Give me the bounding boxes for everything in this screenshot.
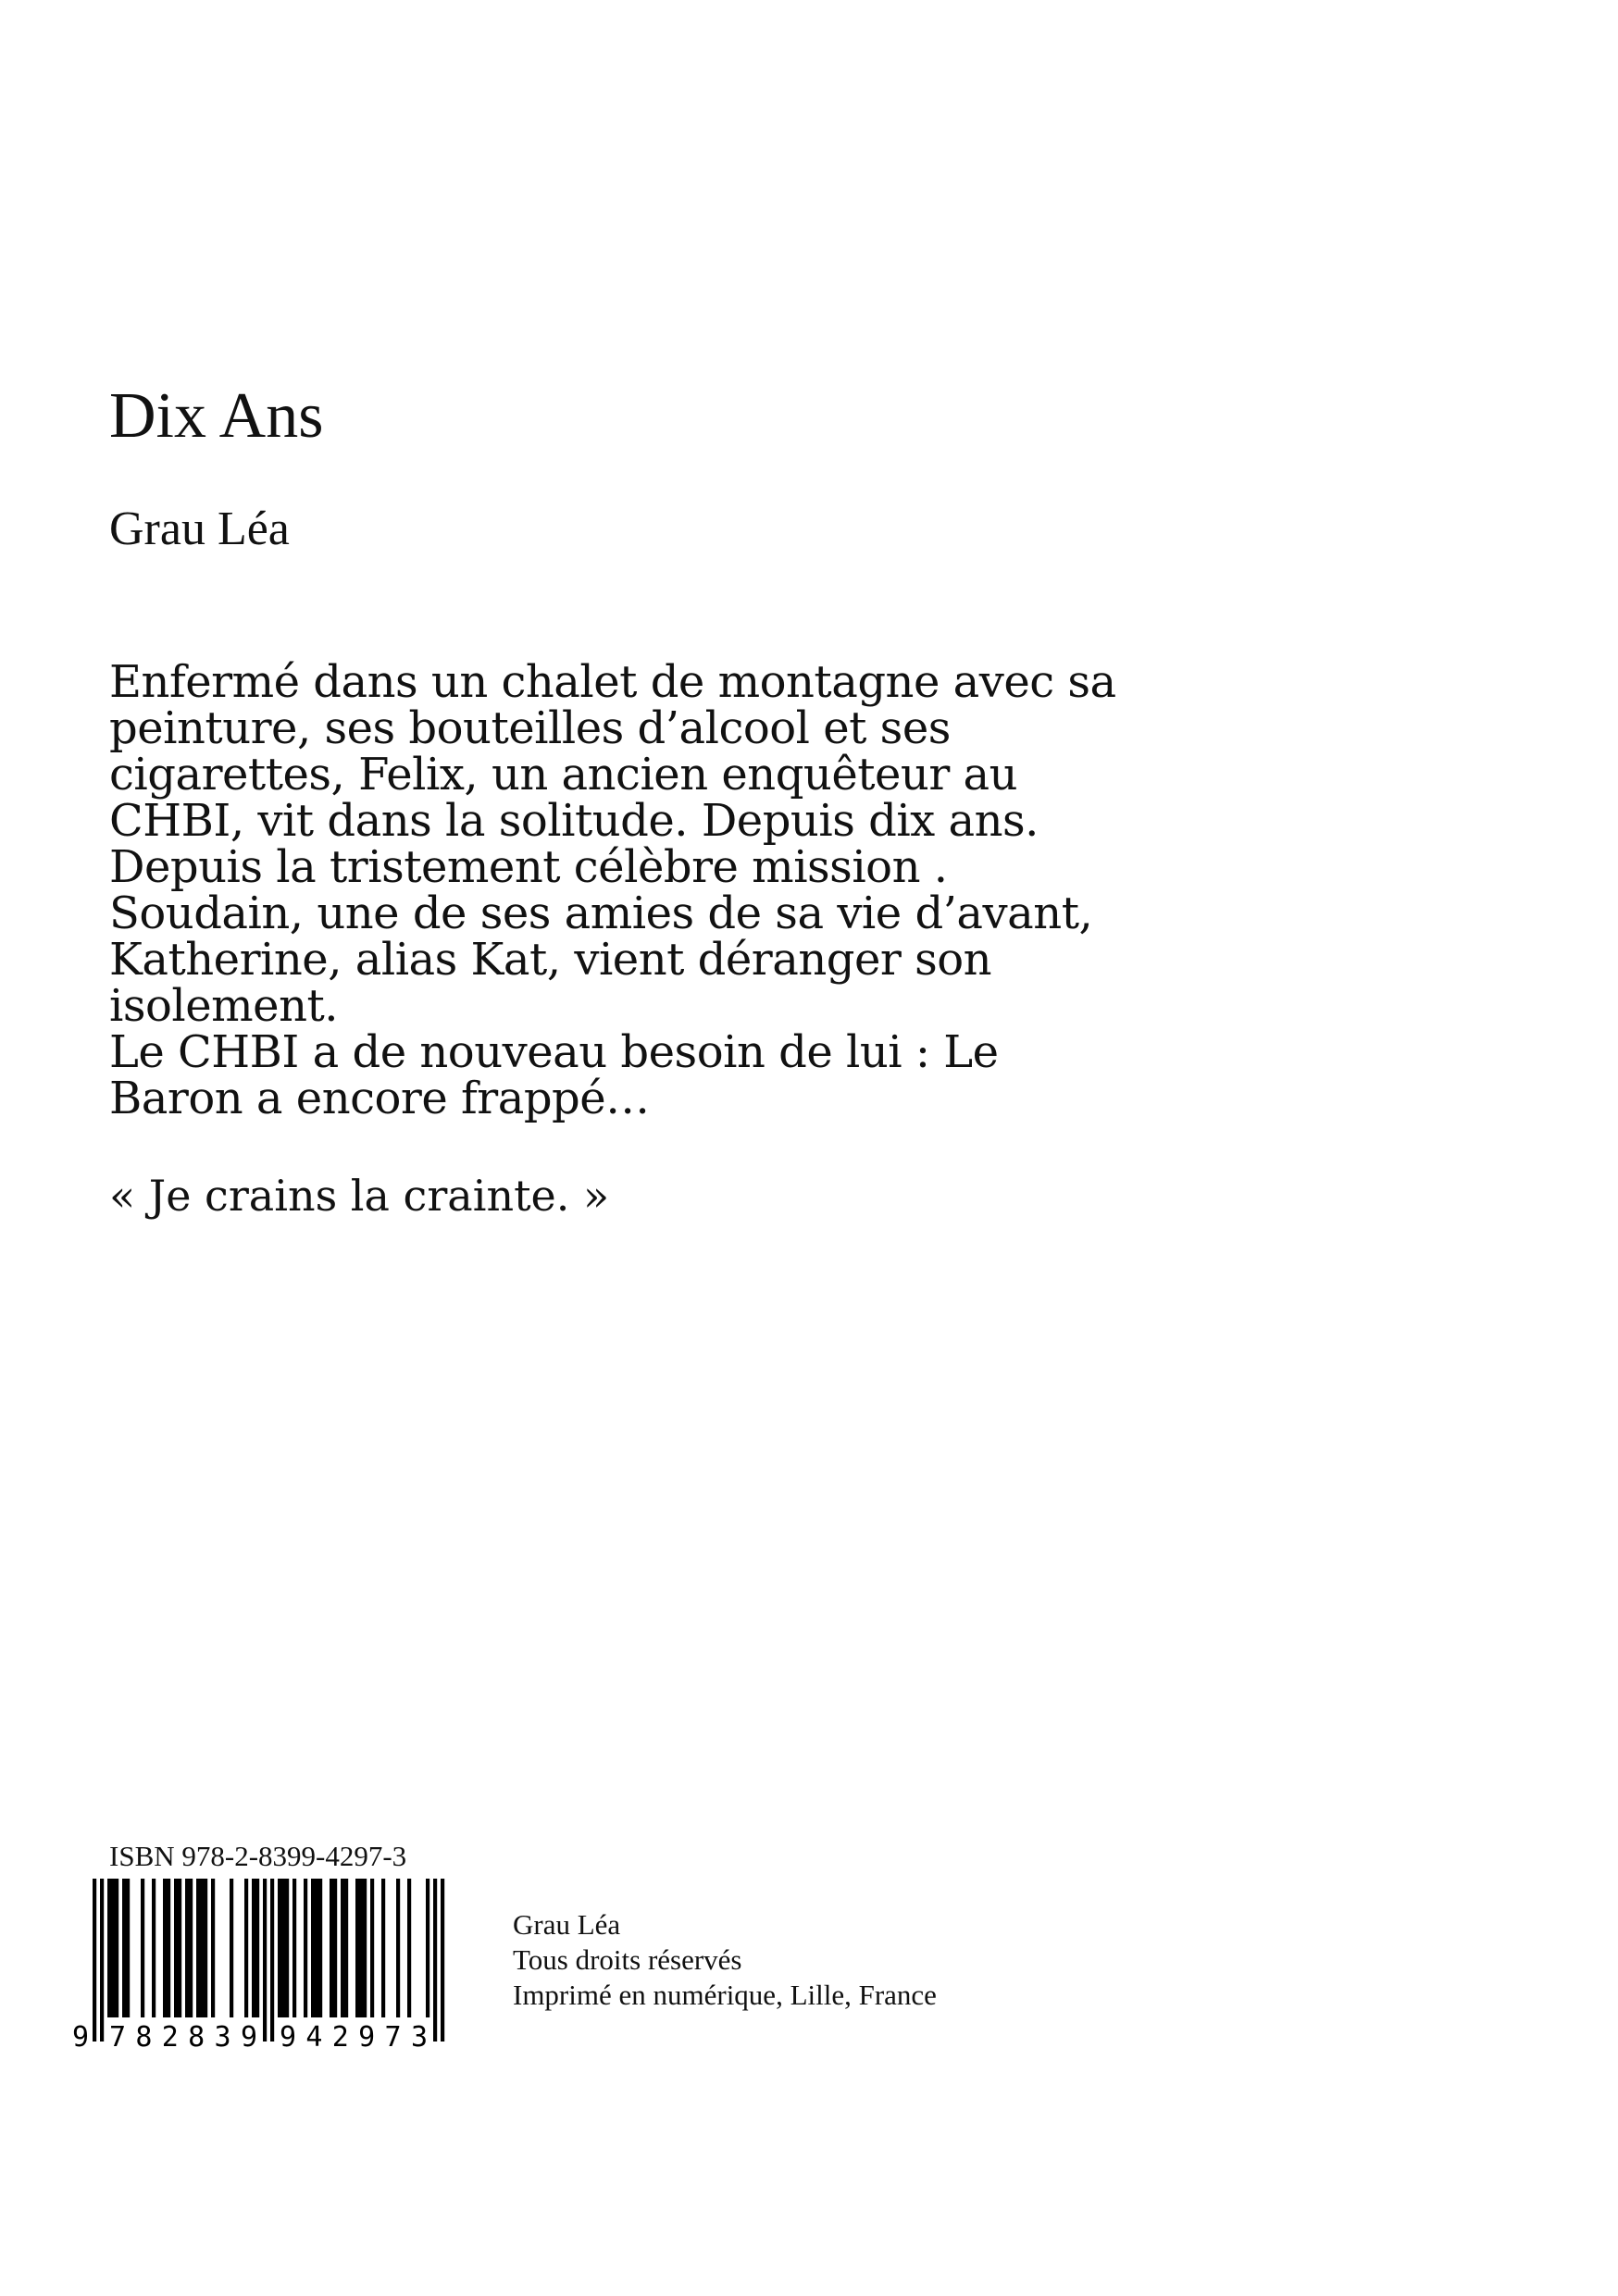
barcode-bar xyxy=(330,1879,333,2017)
barcode-digit-first: 9 xyxy=(72,2021,90,2051)
barcode-bar xyxy=(111,1879,115,2017)
barcode-guard-bar xyxy=(433,1879,437,2042)
book-author: Grau Léa xyxy=(109,503,290,555)
blurb-line: cigarettes, Felix, un ancien enquêteur au xyxy=(109,749,1018,800)
blurb-line: peinture, ses bouteilles d’alcool et ses xyxy=(109,702,951,754)
barcode-bar xyxy=(363,1879,367,2017)
barcode-bar xyxy=(311,1879,315,2017)
barcode-bar xyxy=(318,1879,322,2017)
imprint-author: Grau Léa xyxy=(513,1908,621,1941)
barcode-guard-bar xyxy=(270,1879,274,2042)
barcode-bar xyxy=(359,1879,363,2017)
blurb-line: Soudain, une de ses amies de sa vie d’avant, xyxy=(109,887,1093,939)
blurb xyxy=(109,656,1248,1124)
barcode-bar xyxy=(355,1879,359,2017)
barcode-bar xyxy=(122,1879,126,2017)
barcode-bar xyxy=(141,1879,144,2017)
barcode-guard-bar xyxy=(441,1879,444,2042)
isbn-label: ISBN 978-2-8399-4297-3 xyxy=(109,1840,407,1872)
barcode-bar xyxy=(178,1879,181,2017)
blurb-line: Baron a encore frappé… xyxy=(109,1073,650,1124)
imprint-block xyxy=(513,1907,937,2013)
barcode-bar xyxy=(396,1879,400,2017)
barcode-bar xyxy=(211,1879,215,2017)
barcode-bar xyxy=(333,1879,337,2017)
barcode-bar xyxy=(163,1879,167,2017)
barcode-bar xyxy=(126,1879,130,2017)
barcode-bar xyxy=(252,1879,255,2017)
imprint-printing: Imprimé en numérique, Lille, France xyxy=(513,1979,937,2011)
barcode-bar xyxy=(278,1879,281,2017)
barcode-digits-left: 782839 xyxy=(109,2021,257,2051)
barcode-bar xyxy=(185,1879,189,2017)
barcode-bar xyxy=(426,1879,429,2017)
blurb-line: isolement. xyxy=(109,980,339,1032)
barcode-bar xyxy=(174,1879,178,2017)
barcode-bar xyxy=(152,1879,156,2017)
barcode-bar xyxy=(189,1879,193,2017)
barcode-bar xyxy=(244,1879,248,2017)
book-title: Dix Ans xyxy=(109,380,324,452)
barcode-bar xyxy=(304,1879,307,2017)
barcode-bar xyxy=(315,1879,318,2017)
tagline-quote: « Je crains la crainte. » xyxy=(109,1171,610,1221)
blurb-line: Le CHBI a de nouveau besoin de lui : Le xyxy=(109,1026,999,1078)
barcode-guard-bar xyxy=(263,1879,267,2042)
barcode-bar xyxy=(115,1879,118,2017)
barcode-digits-right: 942973 xyxy=(280,2021,428,2051)
barcode-bar xyxy=(344,1879,348,2017)
barcode-bar xyxy=(200,1879,204,2017)
barcode-bar xyxy=(196,1879,200,2017)
isbn-barcode xyxy=(63,1879,457,2051)
barcode-bar xyxy=(255,1879,259,2017)
barcode-guard-bar xyxy=(93,1879,96,2042)
blurb-line: Katherine, alias Kat, vient déranger son xyxy=(109,934,992,986)
imprint-rights: Tous droits réservés xyxy=(513,1943,742,1976)
blurb-line: Depuis la tristement célèbre mission . xyxy=(109,841,948,893)
barcode-bar xyxy=(381,1879,385,2017)
barcode-bar xyxy=(407,1879,411,2017)
barcode-bar xyxy=(107,1879,111,2017)
blurb-line: Enfermé dans un chalet de montagne avec sa xyxy=(109,656,1116,708)
barcode-bar xyxy=(370,1879,374,2017)
barcode-bar xyxy=(281,1879,285,2017)
barcode-guard-bar xyxy=(100,1879,104,2042)
barcode-bar xyxy=(285,1879,289,2017)
barcode-bar xyxy=(167,1879,170,2017)
blurb-line: CHBI, vit dans la solitude. Depuis dix ans. xyxy=(109,795,1039,847)
barcode-bar xyxy=(230,1879,233,2017)
barcode-bar xyxy=(341,1879,344,2017)
barcode-bar xyxy=(292,1879,296,2017)
barcode-bar xyxy=(204,1879,207,2017)
